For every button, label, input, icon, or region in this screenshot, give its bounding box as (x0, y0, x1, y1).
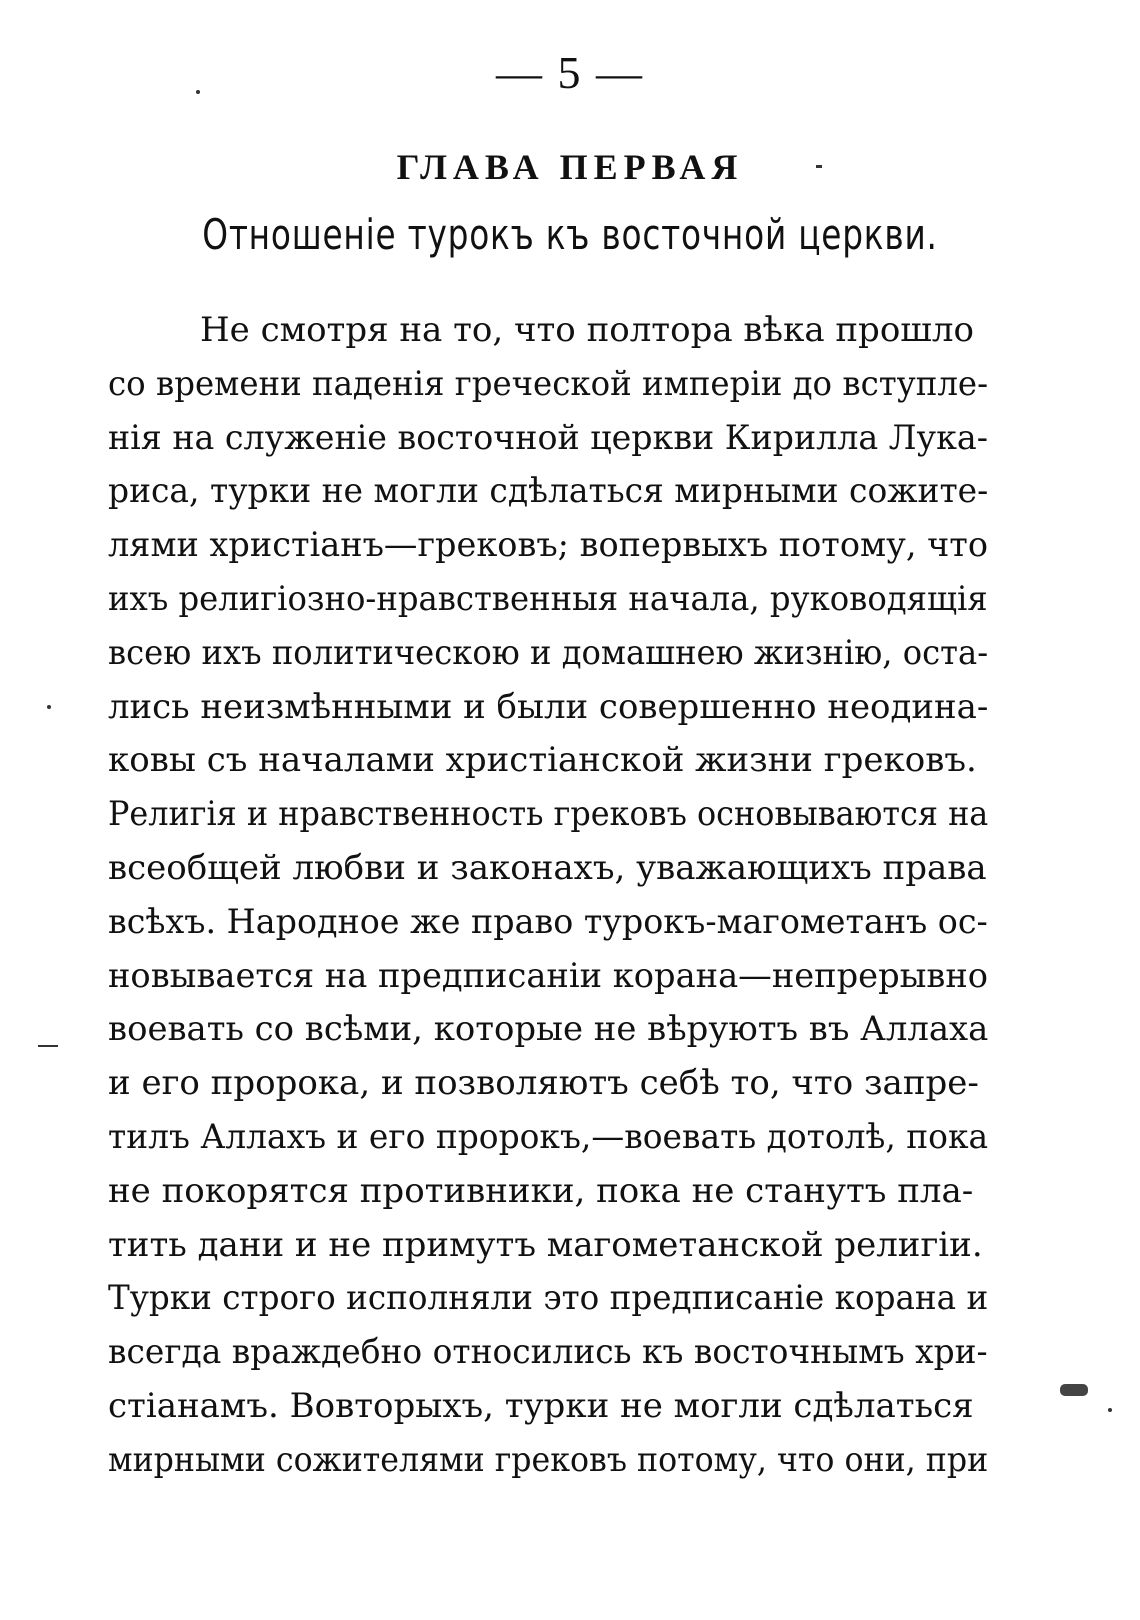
text-line: и его пророка, и позволяютъ себѣ то, что запре- (108, 1063, 979, 1104)
scan-speck (38, 1045, 58, 1047)
text-line: тить дани и не примутъ магометанской религіи. (108, 1224, 983, 1265)
body-text (108, 304, 988, 1488)
text-line: нія на служеніе восточной церкви Кирилла Лука- (108, 417, 988, 458)
scan-speck (47, 705, 51, 709)
text-line: ковы съ началами христіанской жизни грековъ. (108, 740, 977, 781)
text-line: ихъ религіозно-нравственныя начала, руководящія (108, 578, 988, 619)
text-line: мирными сожителями грековъ потому, что они, при (108, 1439, 989, 1480)
text-line: Религія и нравственность грековъ основываются на (108, 794, 989, 835)
scan-speck (196, 90, 200, 94)
text-line: лями христіанъ—грековъ; вопервыхъ потому, что (108, 525, 989, 566)
text-line: всѣхъ. Народное же право турокъ-магометанъ ос- (108, 901, 988, 942)
text-line: со времени паденія греческой имперіи до вступле- (108, 363, 989, 404)
text-line: всегда враждебно относились къ восточнымъ хри- (108, 1332, 988, 1373)
text-line: новывается на предписаніи корана—непрерывно (108, 955, 989, 996)
page-number: — 5 — (496, 47, 644, 98)
text-line: стіанамъ. Вовторыхъ, турки не могли сдѣлаться (108, 1385, 974, 1426)
scan-speck (1060, 1384, 1088, 1396)
text-line: лись неизмѣнными и были совершенно неодина- (108, 686, 989, 727)
text-line: риса, турки не могли сдѣлаться мирными сожите- (108, 471, 989, 512)
text-line: Турки строго исполняли это предписаніе корана и (108, 1278, 989, 1319)
text-line: всею ихъ политическою и домашнею жизнію, оста- (108, 632, 989, 673)
text-line: Не смотря на то, что полтора вѣка прошло (200, 310, 974, 350)
text-line: не покорятся противники, пока не станутъ пла- (108, 1170, 974, 1211)
text-line: всеобщей любви и законахъ, уважающихъ права (108, 847, 987, 888)
chapter-heading: ГЛАВА ПЕРВАЯ (396, 147, 744, 187)
scan-speck (816, 165, 822, 168)
text-line: воевать со всѣми, которые не вѣруютъ въ Аллаха (108, 1009, 989, 1050)
chapter-title: Отношеніе турокъ къ восточной церкви. (202, 210, 938, 259)
scan-speck (1108, 1408, 1112, 1412)
text-line: тилъ Аллахъ и его пророкъ,—воевать дотолѣ, пока (108, 1116, 989, 1157)
